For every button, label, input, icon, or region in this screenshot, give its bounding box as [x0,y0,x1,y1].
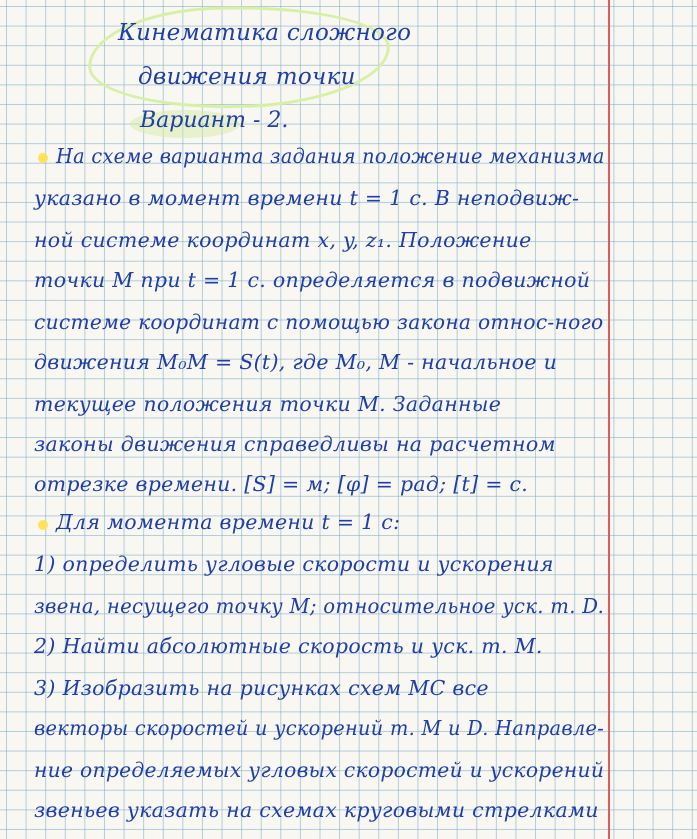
bullet-highlight-1 [38,153,48,163]
bullet-highlight-2 [38,520,48,530]
text-line-10: Для момента времени t = 1 с: [56,510,401,534]
text-line-15: векторы скоростей и ускорений т. M и D. Направле- [34,716,605,740]
text-line-12: звена, несущего точку M; относительное уск. т. D. [34,594,605,618]
text-line-6: движения M₀M = S(t), где M₀, M - начальное и [34,350,558,374]
text-line-16: ние определяемых угловых скоростей и ускорений [34,758,605,782]
text-line-2: указано в момент времени t = 1 с. В неподвиж- [34,186,580,210]
text-line-1: На схеме варианта задания положение механизма [56,144,605,168]
title-highlight-oval [86,1,391,113]
text-line-13: 2) Найти абсолютные скорость и уск. т. M. [34,634,543,658]
text-line-5: системе координат с помощью закона относ-ного [34,310,604,334]
text-line-3: ной системе координат x, y, z₁. Положение [34,228,532,252]
title-line-1: Кинематика сложного [118,20,412,46]
title-line-2: движения точки [138,64,356,90]
text-line-17: звеньев указать на схемах круговыми стрелками [34,798,599,822]
text-line-8: законы движения справедливы на расчетном [34,432,556,456]
variant-label: Вариант - 2. [140,108,289,133]
text-line-4: точки M при t = 1 с. определяется в подвижной [34,268,591,292]
text-line-11: 1) определить угловые скорости и ускорения [34,552,554,576]
text-line-14: 3) Изобразить на рисунках схем MC все [34,676,489,700]
margin-line [608,0,610,839]
text-line-9: отрезке времени. [S] = м; [φ] = рад; [t] = с. [34,472,529,496]
text-line-7: текущее положения точки M. Заданные [34,392,502,416]
